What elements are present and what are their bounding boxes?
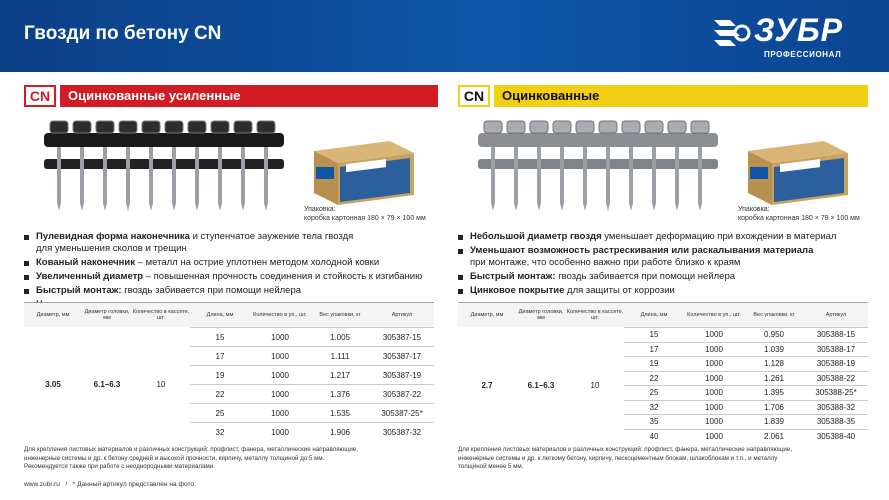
- page-title: Гвозди по бетону CN: [24, 23, 222, 44]
- cell-length: 22: [649, 373, 659, 383]
- cell-article: 305388-25*: [815, 388, 857, 398]
- right-spec-table: [458, 302, 868, 443]
- cell-qty: 1000: [271, 332, 289, 342]
- feature-text: для защиты от коррозии: [564, 285, 675, 296]
- cell-article: 305387-22: [382, 389, 422, 399]
- left-feature-list: [24, 231, 438, 311]
- table-row: [190, 403, 434, 422]
- feature-bold: Цинковое покрытие: [470, 285, 565, 296]
- table-row: [190, 346, 434, 365]
- left-section-bar: [24, 85, 438, 107]
- cell-length: 25: [215, 408, 225, 418]
- header-length: Длина, мм: [206, 311, 234, 318]
- table-rows: [624, 327, 868, 443]
- cell-length: 40: [649, 431, 659, 441]
- feature-item: [24, 271, 438, 283]
- cell-weight: 1.005: [329, 332, 351, 342]
- left-product-section: [24, 85, 438, 313]
- cell-article: 305388-35: [816, 417, 856, 427]
- cell-length: 32: [215, 427, 225, 437]
- header-qty-pack: Количество в уп., шт.: [253, 311, 307, 318]
- feature-item: [458, 245, 868, 269]
- header-head-diameter: Диаметр головки, мм: [84, 308, 130, 321]
- cell-weight: 1.906: [329, 427, 351, 437]
- brand-arrows-icon: [712, 16, 752, 50]
- cell-per-cassette: 10: [156, 379, 166, 389]
- cell-weight: 1.261: [763, 373, 785, 383]
- note-line: инженерные системы и др. к легкому бетону, кирпичу, пескоцементным блокам, шлакоблокам и т.п., и металлу: [458, 454, 778, 462]
- nail-strip-image: [44, 119, 284, 213]
- table-row: [624, 356, 868, 371]
- cell-length: 17: [649, 344, 659, 354]
- feature-bold: Пулевидная форма наконечника: [36, 231, 190, 242]
- cell-weight: 0.950: [763, 330, 785, 340]
- right-usage-note: [458, 446, 878, 472]
- cell-qty: 1000: [271, 408, 289, 418]
- feature-text: гвоздь забивается при помощи нейлера: [121, 285, 302, 296]
- cell-head-diameter: 6.1–6.3: [527, 380, 555, 390]
- cell-qty: 1000: [705, 388, 723, 398]
- cell-head-diameter: 6.1–6.3: [93, 379, 121, 389]
- feature-text: уменьшает деформацию при вхождении в материал: [601, 231, 837, 242]
- cell-weight: 1.217: [329, 370, 351, 380]
- note-line: Рекомендуется также при работе с неоднородными материалами.: [24, 463, 215, 471]
- cell-article: 305387-15: [382, 332, 422, 342]
- brand-logo: [712, 10, 872, 62]
- packaging-box-image: [740, 137, 852, 207]
- table-row: [624, 385, 868, 400]
- cell-weight: 1.839: [763, 417, 785, 427]
- right-section-title: Оцинкованные: [494, 85, 868, 107]
- table-row: [624, 371, 868, 386]
- table-row: [624, 429, 868, 444]
- cell-article: 305387-32: [382, 427, 422, 437]
- cell-qty: 1000: [705, 330, 723, 340]
- table-row: [190, 384, 434, 403]
- table-row: [624, 400, 868, 415]
- table-body: [458, 327, 868, 443]
- table-row: [624, 342, 868, 357]
- cell-weight: 1.111: [330, 351, 350, 361]
- header-diameter: Диаметр, мм: [470, 311, 504, 318]
- cell-article: 305388-15: [816, 330, 856, 340]
- cell-article: 305388-32: [816, 402, 856, 412]
- nail-strip-image: [478, 119, 718, 213]
- feature-bold: Кованый наконечник: [36, 257, 136, 268]
- header-length: Длина, мм: [640, 311, 668, 318]
- cell-length: 25: [649, 388, 659, 398]
- cell-length: 15: [649, 330, 659, 340]
- table-row: [190, 327, 434, 346]
- cell-weight: 1.395: [763, 388, 785, 398]
- feature-bold: Быстрый монтаж:: [470, 271, 556, 282]
- feature-text: – повышенная прочность соединения и стойкость к изгибанию: [143, 271, 423, 282]
- cell-weight: 1.039: [763, 344, 785, 354]
- page-header: [0, 0, 889, 72]
- feature-item: [24, 257, 438, 269]
- pack-label-line-2: коробка картонная 180 × 79 × 100 мм: [304, 215, 426, 222]
- header-qty-pack: Количество в уп., шт.: [687, 311, 741, 318]
- cell-qty: 1000: [271, 427, 289, 437]
- cell-per-cassette: 10: [590, 380, 600, 390]
- header-head-diameter: Диаметр головки, мм: [518, 308, 564, 321]
- header-weight: Вес упаковки, кг: [319, 311, 361, 318]
- pack-label-line-2: коробка картонная 180 × 79 × 100 мм: [738, 215, 860, 222]
- cell-article: 305388-40: [816, 431, 856, 441]
- footnote: * Данный артикул представлен на фото.: [72, 481, 196, 488]
- cell-qty: 1000: [271, 389, 289, 399]
- right-pack-label: [738, 205, 860, 223]
- packaging-box-image: [306, 137, 418, 207]
- note-line: Для крепления листовых материалов и различных конструкций: профлист, фанера, металлические направляющие,: [24, 446, 358, 453]
- left-spec-table: [24, 302, 434, 441]
- feature-item: [24, 285, 438, 297]
- feature-text: гвоздь забивается при помощи нейлера: [555, 271, 736, 282]
- left-product-images: [24, 115, 438, 222]
- feature-item: [458, 285, 868, 297]
- page-footer: [24, 481, 196, 488]
- table-body: [24, 327, 434, 441]
- cell-length: 17: [215, 351, 225, 361]
- feature-bold: Небольшой диаметр гвоздя: [470, 231, 602, 242]
- cell-article: 305388-22: [816, 373, 856, 383]
- cell-qty: 1000: [271, 351, 289, 361]
- cell-weight: 1.706: [763, 402, 785, 412]
- note-line: инженерные системы и др. к бетону средней и высокой прочности, кирпичу, металлу толщиной до 5 мм.: [24, 454, 325, 462]
- table-header-row: [24, 303, 434, 327]
- feature-text: и ступенчатое заужение тела гвоздя: [189, 231, 354, 242]
- cell-qty: 1000: [705, 402, 723, 412]
- cell-article: 305388-17: [816, 344, 856, 354]
- cell-length: 35: [649, 417, 659, 427]
- cell-diameter: 2.7: [481, 380, 493, 390]
- cell-article: 305387-17: [382, 351, 422, 361]
- cell-article: 305387-25*: [381, 408, 423, 418]
- brand-name: ЗУБР: [754, 12, 844, 48]
- cell-weight: 2.061: [763, 431, 785, 441]
- cell-length: 32: [649, 402, 659, 412]
- footer-separator: /: [65, 481, 68, 488]
- cell-qty: 1000: [271, 370, 289, 380]
- site-link[interactable]: www.zubr.ru: [24, 481, 60, 488]
- feature-bold: Уменьшают возможность растрескивания или раскалывания материала: [470, 245, 814, 256]
- left-badge: CN: [24, 85, 56, 107]
- feature-bold: Быстрый монтаж:: [36, 285, 122, 296]
- table-row: [624, 327, 868, 342]
- table-row: [190, 422, 434, 441]
- cell-qty: 1000: [705, 431, 723, 441]
- feature-bold: Увеличенный диаметр: [36, 271, 144, 282]
- cell-article: 305387-19: [382, 370, 422, 380]
- cell-article: 305388-19: [816, 359, 856, 369]
- table-row: [624, 414, 868, 429]
- cell-length: 22: [215, 389, 225, 399]
- header-weight: Вес упаковки, кг: [753, 311, 795, 318]
- cell-length: 19: [215, 370, 225, 380]
- header-per-cassette: Количество в кассете, шт.: [566, 308, 624, 321]
- right-badge: CN: [458, 85, 490, 107]
- right-section-bar: [458, 85, 868, 107]
- right-feature-list: [458, 231, 868, 297]
- table-header-row: [458, 303, 868, 327]
- cell-weight: 1.535: [329, 408, 351, 418]
- cell-qty: 1000: [705, 373, 723, 383]
- header-per-cassette: Количество в кассете, шт.: [132, 308, 190, 321]
- pack-label-line-1: Упаковка:: [738, 206, 770, 213]
- cell-length: 15: [215, 332, 225, 342]
- cell-qty: 1000: [705, 344, 723, 354]
- feature-text: – металл на острие уплотнен методом холодной ковки: [135, 257, 380, 268]
- feature-text-line2: при монтаже, что особенно важно при работе близко к краям: [470, 257, 741, 268]
- header-article: Артикул: [391, 311, 413, 318]
- pack-label-line-1: Упаковка:: [304, 206, 336, 213]
- cell-diameter: 3.05: [45, 379, 61, 389]
- cell-qty: 1000: [705, 417, 723, 427]
- left-pack-label: [304, 205, 426, 223]
- brand-subtitle: ПРОФЕССИОНАЛ: [764, 50, 842, 59]
- cell-length: 19: [649, 359, 659, 369]
- right-product-section: [458, 85, 868, 299]
- header-article: Артикул: [825, 311, 847, 318]
- feature-text-line2: для уменьшения сколов и трещин: [36, 243, 187, 254]
- note-line: толщиной менее 5 мм.: [458, 463, 524, 471]
- feature-item: [24, 231, 438, 255]
- left-usage-note: [24, 446, 434, 472]
- cell-weight: 1.128: [763, 359, 785, 369]
- cell-weight: 1.376: [329, 389, 351, 399]
- note-line: Для крепления листовых материалов и различных конструкций: профлист, фанера, металлические направляющие,: [458, 446, 792, 453]
- table-row: [190, 365, 434, 384]
- feature-item: [458, 271, 868, 283]
- left-section-title: Оцинкованные усиленные: [60, 85, 438, 107]
- feature-item: [458, 231, 868, 243]
- table-rows: [190, 327, 434, 441]
- cell-qty: 1000: [705, 359, 723, 369]
- right-product-images: [458, 115, 868, 222]
- header-diameter: Диаметр, мм: [36, 311, 70, 318]
